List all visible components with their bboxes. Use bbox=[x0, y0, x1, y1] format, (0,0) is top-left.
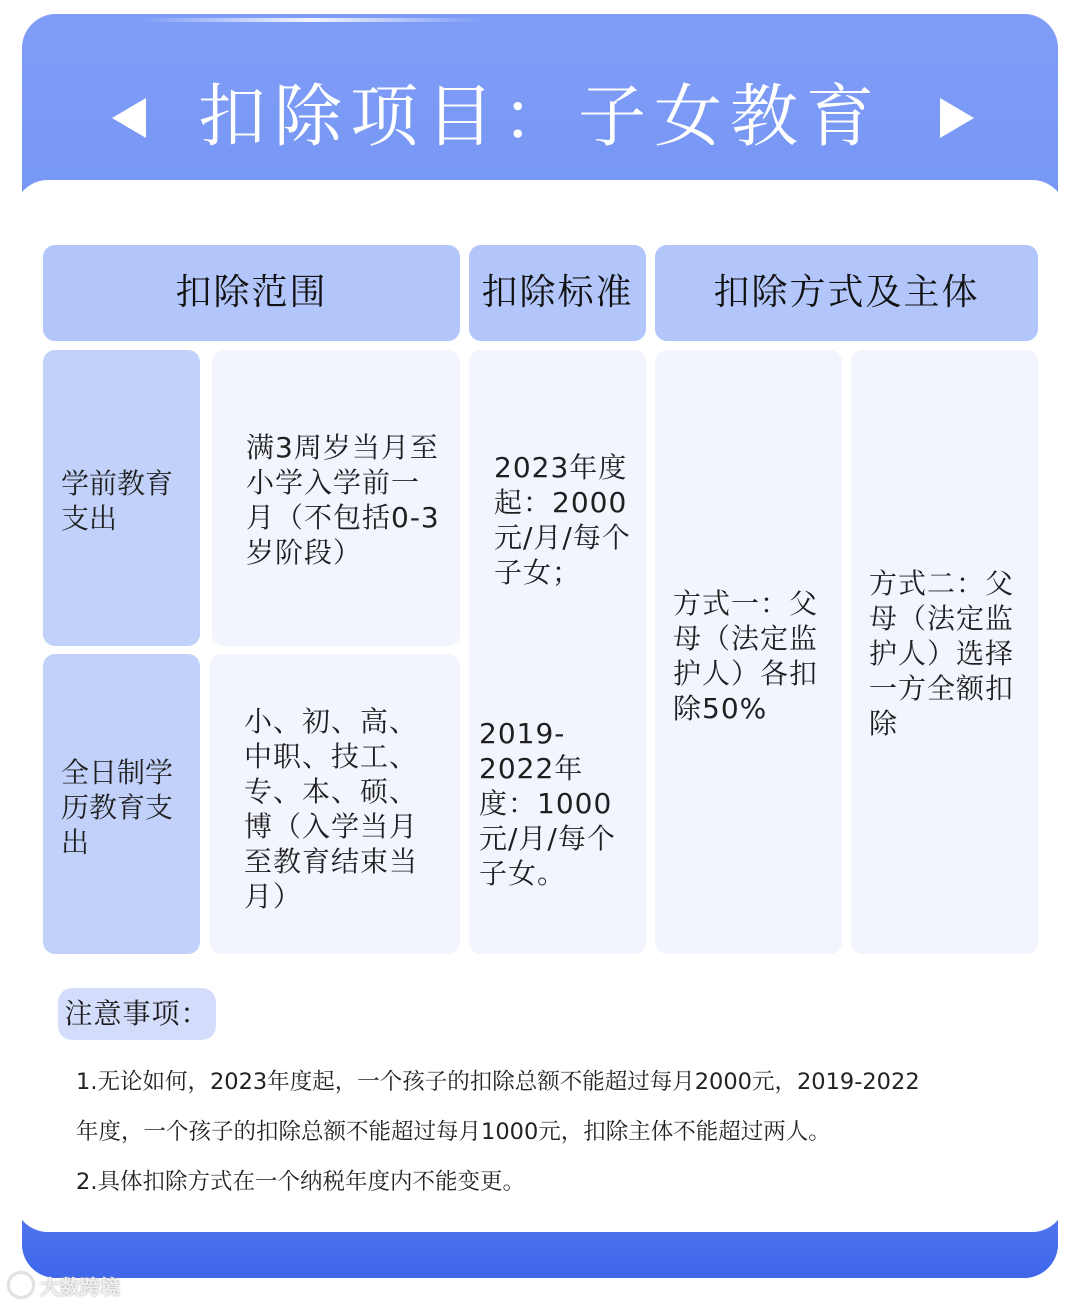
watermark bbox=[8, 1270, 120, 1300]
method-two-text: 方式二：父母（法定监护人）选择一方全额扣除 bbox=[869, 567, 1015, 740]
standard-cell bbox=[469, 350, 646, 954]
scope-text: 小、初、高、中职、技工、专、本、硕、博（入学当月至教育结束当月） bbox=[244, 705, 419, 913]
row-scope-fulltime bbox=[210, 654, 460, 954]
standard-2023-text: 2023年度起：2000元/月/每个子女； bbox=[494, 451, 631, 589]
header-deduction-standard: 扣除标准 bbox=[469, 245, 646, 341]
header-deduction-scope: 扣除范围 bbox=[43, 245, 460, 341]
watermark-text: 大数跨境 bbox=[40, 1274, 120, 1299]
standard-2019-text: 2019- 2022年度：1000元/月/每个子女。 bbox=[479, 717, 616, 890]
page-title: 扣除项目：子女教育 bbox=[197, 78, 882, 157]
notice-line-3: 2.具体扣除方式在一个纳税年度内不能变更。 bbox=[76, 1169, 525, 1195]
header-deduction-method: 扣除方式及主体 bbox=[655, 245, 1038, 341]
method-one-text: 方式一：父母（法定监护人）各扣除50% bbox=[673, 587, 819, 725]
notice-line-1: 1.无论如何，2023年度起，一个孩子的扣除总额不能超过每月2000元，2019-2022 bbox=[76, 1069, 920, 1095]
notice-label: 注意事项： bbox=[58, 988, 216, 1040]
scope-text: 满3周岁当月至小学入学前一月（不包括0-3岁阶段） bbox=[246, 431, 440, 569]
category-label: 学前教育支出 bbox=[61, 467, 174, 535]
chevron-right-icon[interactable] bbox=[940, 98, 974, 138]
notice-line-2: 年度，一个孩子的扣除总额不能超过每月1000元，扣除主体不能超过两人。 bbox=[76, 1119, 831, 1145]
method-one-cell bbox=[655, 350, 842, 954]
watermark-logo-icon bbox=[8, 1272, 34, 1298]
method-two-cell bbox=[851, 350, 1038, 954]
decorative-highlight bbox=[140, 18, 480, 22]
row-category-fulltime bbox=[43, 654, 200, 954]
row-scope-preschool bbox=[212, 350, 460, 646]
category-label: 全日制学历教育支出 bbox=[61, 755, 174, 859]
row-category-preschool bbox=[43, 350, 200, 646]
